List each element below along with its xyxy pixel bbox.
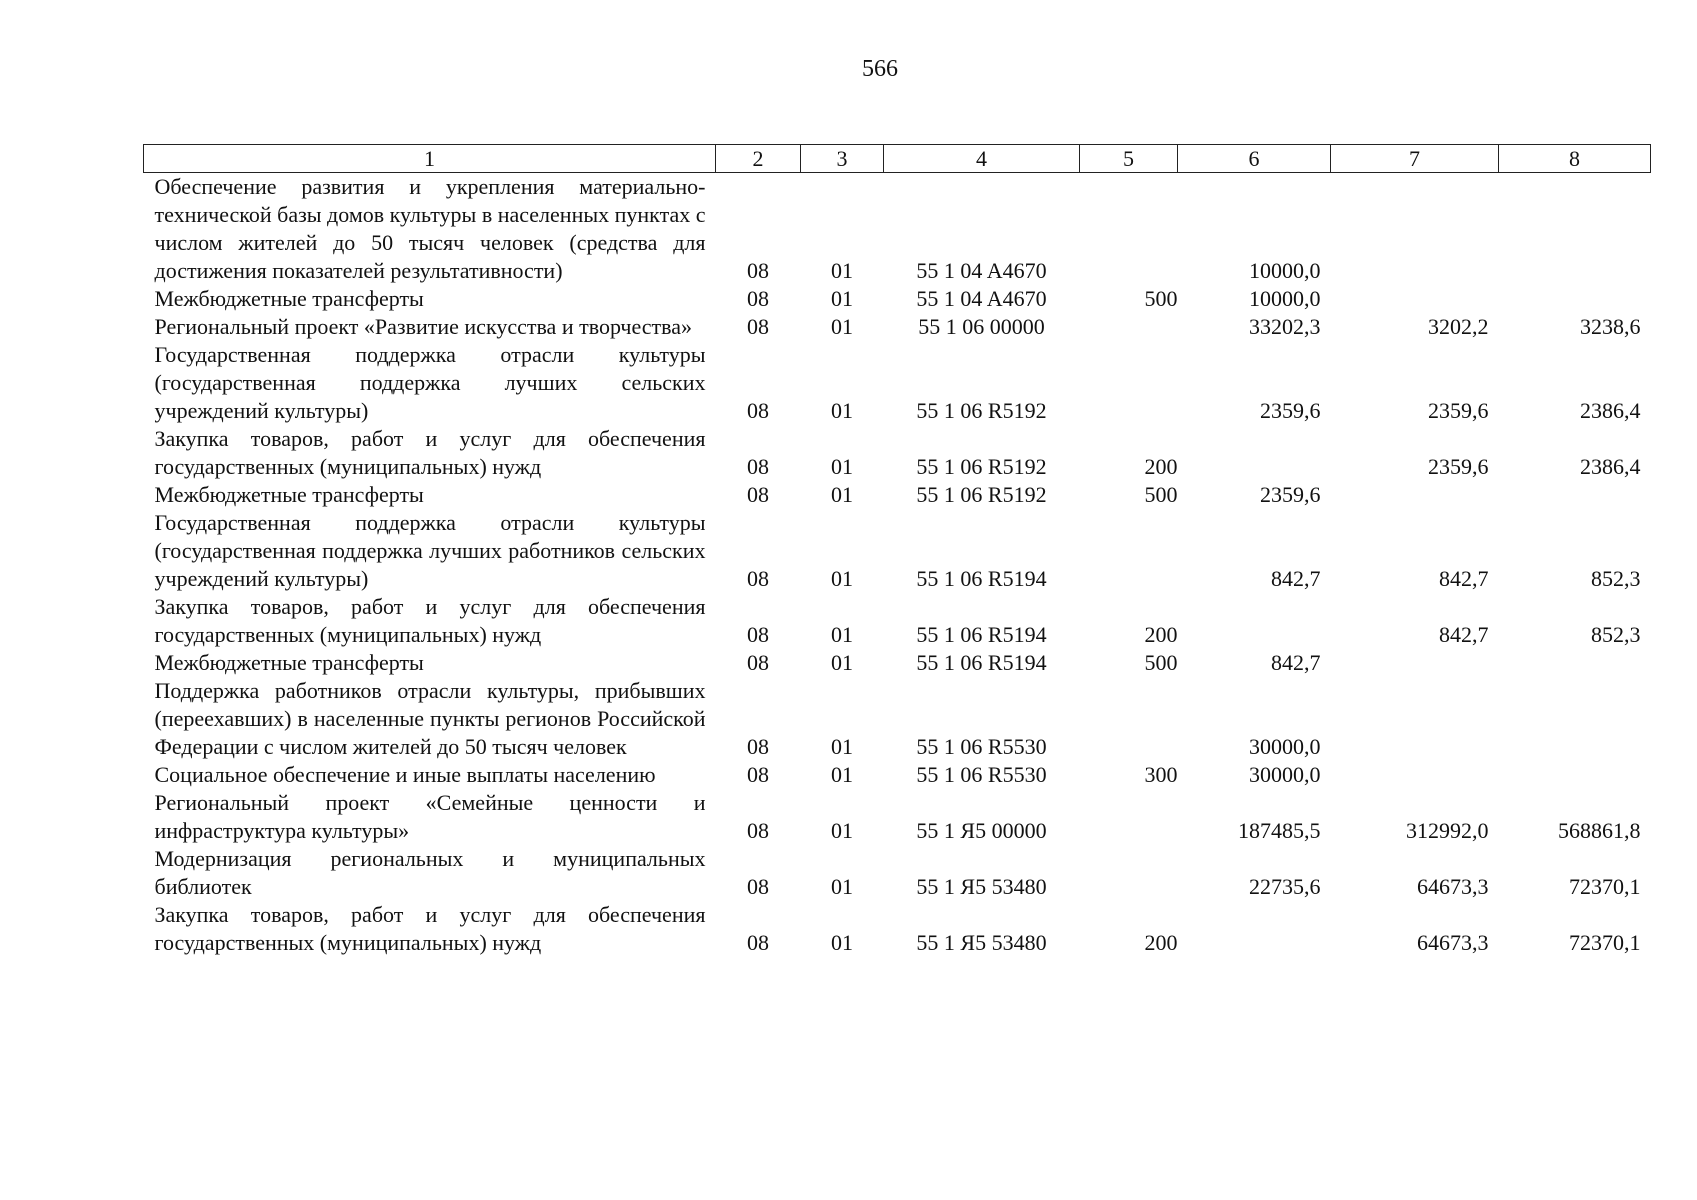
amount-col6: 842,7 [1271, 650, 1321, 675]
target-article-code: 55 1 06 R5194 [916, 650, 1047, 675]
amount-col8: 2386,4 [1580, 398, 1641, 423]
row-name: Поддержка работников отрасли культуры, прибывших (переехавших) в населенные пункты регионов Российской Федерации с числом жителей до 50 тысяч человек [154, 678, 706, 759]
table-row [144, 481, 1651, 509]
expense-type-code [1080, 313, 1178, 341]
target-article-code: 55 1 Я5 53480 [916, 930, 1047, 955]
row-name: Межбюджетные трансферты [154, 286, 424, 311]
section-code: 08 [747, 930, 769, 955]
row-name: Социальное обеспечение и иные выплаты населению [154, 762, 656, 787]
subsection-code: 01 [831, 930, 853, 955]
expense-type-code [1080, 789, 1178, 845]
amount-col6: 22735,6 [1249, 874, 1321, 899]
column-header: 1 [144, 145, 716, 173]
amount-col6: 30000,0 [1249, 734, 1321, 759]
section-code: 08 [747, 482, 769, 507]
expense-type-code: 500 [1144, 650, 1178, 675]
amount-col7: 842,7 [1439, 566, 1489, 591]
section-code: 08 [747, 734, 769, 759]
target-article-code: 55 1 06 R5194 [916, 566, 1047, 591]
row-name: Государственная поддержка отрасли культуры (государственная поддержка лучших работников сельских учреждений культуры) [154, 510, 706, 591]
table-row [144, 901, 1651, 957]
expense-type-code: 200 [1144, 454, 1178, 479]
expense-type-code [1080, 341, 1178, 425]
row-name: Закупка товаров, работ и услуг для обеспечения государственных (муниципальных) нужд [154, 902, 706, 955]
amount-col8 [1499, 481, 1651, 509]
amount-col7 [1331, 677, 1499, 761]
row-name: Закупка товаров, работ и услуг для обеспечения государственных (муниципальных) нужд [154, 426, 706, 479]
row-name: Межбюджетные трансферты [154, 482, 424, 507]
amount-col8: 72370,1 [1569, 874, 1641, 899]
column-header: 8 [1499, 145, 1651, 173]
amount-col8: 72370,1 [1569, 930, 1641, 955]
column-header: 5 [1080, 145, 1178, 173]
subsection-code: 01 [831, 314, 853, 339]
table-row [144, 313, 1651, 341]
row-name: Модернизация региональных и муниципальных библиотек [154, 846, 706, 899]
column-header: 4 [884, 145, 1080, 173]
amount-col6: 33202,3 [1249, 314, 1321, 339]
section-code: 08 [747, 566, 769, 591]
amount-col6: 187485,5 [1238, 818, 1321, 843]
amount-col8 [1499, 285, 1651, 313]
table-row [144, 173, 1651, 286]
target-article-code: 55 1 06 R5192 [916, 454, 1047, 479]
subsection-code: 01 [831, 734, 853, 759]
column-header: 7 [1331, 145, 1499, 173]
target-article-code: 55 1 Я5 00000 [916, 818, 1047, 843]
expense-type-code: 500 [1144, 286, 1178, 311]
amount-col8: 852,3 [1591, 622, 1641, 647]
amount-col7: 64673,3 [1417, 874, 1489, 899]
amount-col6: 2359,6 [1260, 482, 1321, 507]
section-code: 08 [747, 622, 769, 647]
amount-col7: 64673,3 [1417, 930, 1489, 955]
amount-col8 [1499, 173, 1651, 286]
expense-type-code: 200 [1144, 930, 1178, 955]
row-name: Межбюджетные трансферты [154, 650, 424, 675]
table-row [144, 649, 1651, 677]
page-number: 566 [862, 56, 898, 82]
subsection-code: 01 [831, 286, 853, 311]
table-row [144, 425, 1651, 481]
subsection-code: 01 [831, 454, 853, 479]
subsection-code: 01 [831, 398, 853, 423]
section-code: 08 [747, 258, 769, 283]
target-article-code: 55 1 06 R5192 [916, 482, 1047, 507]
amount-col7 [1331, 173, 1499, 286]
expense-type-code [1080, 677, 1178, 761]
section-code: 08 [747, 314, 769, 339]
amount-col7: 842,7 [1439, 622, 1489, 647]
expense-type-code [1080, 509, 1178, 593]
table-row [144, 285, 1651, 313]
amount-col7 [1331, 649, 1499, 677]
column-header: 6 [1178, 145, 1331, 173]
row-name: Закупка товаров, работ и услуг для обеспечения государственных (муниципальных) нужд [154, 594, 706, 647]
subsection-code: 01 [831, 258, 853, 283]
section-code: 08 [747, 454, 769, 479]
amount-col7: 3202,2 [1428, 314, 1489, 339]
amount-col6: 30000,0 [1249, 762, 1321, 787]
amount-col6 [1178, 593, 1331, 649]
target-article-code: 55 1 04 A4670 [916, 286, 1047, 311]
row-name: Региональный проект «Развитие искусства и творчества» [154, 314, 693, 339]
amount-col6 [1178, 425, 1331, 481]
amount-col6: 10000,0 [1249, 286, 1321, 311]
subsection-code: 01 [831, 566, 853, 591]
column-header: 3 [801, 145, 884, 173]
table-row [144, 341, 1651, 425]
expense-type-code: 200 [1144, 622, 1178, 647]
amount-col8: 2386,4 [1580, 454, 1641, 479]
amount-col6 [1178, 901, 1331, 957]
subsection-code: 01 [831, 482, 853, 507]
target-article-code: 55 1 06 R5194 [916, 622, 1047, 647]
table-row [144, 789, 1651, 845]
table-row [144, 509, 1651, 593]
expense-type-code: 500 [1144, 482, 1178, 507]
subsection-code: 01 [831, 762, 853, 787]
budget-table [143, 144, 1651, 957]
subsection-code: 01 [831, 874, 853, 899]
target-article-code: 55 1 06 R5530 [916, 762, 1047, 787]
expense-type-code [1080, 173, 1178, 286]
amount-col8 [1499, 761, 1651, 789]
row-name: Государственная поддержка отрасли культуры (государственная поддержка лучших сельских учреждений культуры) [154, 342, 706, 423]
section-code: 08 [747, 398, 769, 423]
section-code: 08 [747, 818, 769, 843]
target-article-code: 55 1 06 R5530 [916, 734, 1047, 759]
amount-col8 [1499, 649, 1651, 677]
expense-type-code: 300 [1144, 762, 1178, 787]
amount-col8: 3238,6 [1580, 314, 1641, 339]
column-header: 2 [716, 145, 801, 173]
section-code: 08 [747, 874, 769, 899]
amount-col8 [1499, 677, 1651, 761]
amount-col7: 2359,6 [1428, 398, 1489, 423]
row-name: Региональный проект «Семейные ценности и инфраструктура культуры» [154, 790, 706, 843]
subsection-code: 01 [831, 622, 853, 647]
target-article-code: 55 1 04 A4670 [916, 258, 1047, 283]
amount-col7: 2359,6 [1428, 454, 1489, 479]
amount-col6: 2359,6 [1260, 398, 1321, 423]
amount-col8: 568861,8 [1558, 818, 1641, 843]
subsection-code: 01 [831, 650, 853, 675]
amount-col7 [1331, 481, 1499, 509]
column-number-header [144, 145, 1651, 173]
amount-col7 [1331, 761, 1499, 789]
target-article-code: 55 1 Я5 53480 [916, 874, 1047, 899]
section-code: 08 [747, 286, 769, 311]
expense-type-code [1080, 845, 1178, 901]
amount-col7 [1331, 285, 1499, 313]
section-code: 08 [747, 650, 769, 675]
amount-col6: 10000,0 [1249, 258, 1321, 283]
table-row [144, 845, 1651, 901]
amount-col7: 312992,0 [1406, 818, 1489, 843]
row-name: Обеспечение развития и укрепления материально-технической базы домов культуры в населенных пунктах с числом жителей до 50 тысяч человек (средства для достижения показателей результативности) [154, 174, 706, 283]
subsection-code: 01 [831, 818, 853, 843]
section-code: 08 [747, 762, 769, 787]
target-article-code: 55 1 06 00000 [918, 314, 1045, 339]
table-row [144, 761, 1651, 789]
target-article-code: 55 1 06 R5192 [916, 398, 1047, 423]
amount-col8: 852,3 [1591, 566, 1641, 591]
table-row [144, 677, 1651, 761]
table-row [144, 593, 1651, 649]
amount-col6: 842,7 [1271, 566, 1321, 591]
